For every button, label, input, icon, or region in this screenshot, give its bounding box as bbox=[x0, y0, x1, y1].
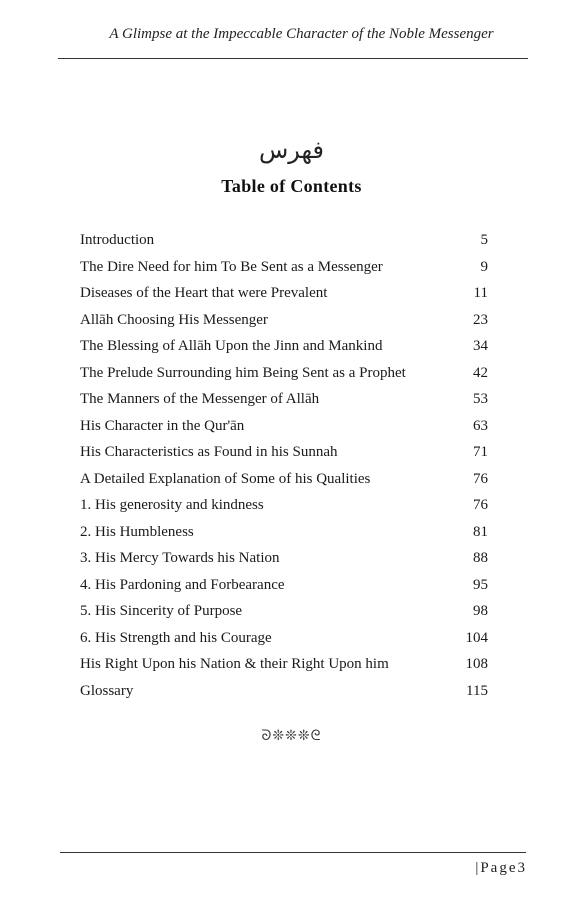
toc-entry-page: 5 bbox=[480, 232, 488, 248]
toc-entry-page: 9 bbox=[480, 258, 488, 275]
toc-entry[interactable] bbox=[80, 259, 488, 286]
toc-entry-page: 63 bbox=[473, 417, 488, 434]
toc-entry-page: 53 bbox=[473, 391, 488, 407]
toc-entry[interactable] bbox=[80, 497, 488, 524]
toc-entry[interactable] bbox=[80, 365, 488, 392]
toc-entry-title: 4. His Pardoning and Forbearance bbox=[80, 576, 285, 593]
toc-entry-title: Allāh Choosing His Messenger bbox=[80, 311, 268, 328]
toc-entry-title: The Blessing of Allāh Upon the Jinn and Mankind bbox=[80, 338, 383, 354]
toc-entry-page: 115 bbox=[466, 682, 488, 699]
toc-entry-title: Diseases of the Heart that were Prevalent bbox=[80, 285, 328, 301]
toc-entry-title: Glossary bbox=[80, 682, 134, 699]
arabic-calligraphy-title: فهرس bbox=[258, 136, 325, 164]
toc-entry[interactable] bbox=[80, 312, 488, 339]
toc-heading: Table of Contents bbox=[221, 176, 362, 196]
ornament-divider: ᘐ❊❊❊ᘓ bbox=[261, 728, 322, 744]
toc-entry-title: 3. His Mercy Towards his Nation bbox=[80, 550, 280, 566]
toc-entry[interactable] bbox=[80, 577, 488, 604]
toc-entry[interactable] bbox=[80, 683, 488, 710]
toc-entry[interactable] bbox=[80, 391, 488, 418]
toc-entry-page: 98 bbox=[473, 603, 488, 619]
toc-entry[interactable] bbox=[80, 630, 488, 657]
toc-entry-title: 5. His Sincerity of Purpose bbox=[80, 603, 243, 619]
toc-entry-title: The Prelude Surrounding him Being Sent as a Prophet bbox=[80, 364, 406, 381]
footer-divider bbox=[60, 852, 526, 853]
toc-list bbox=[80, 232, 488, 709]
toc-entry-page: 88 bbox=[473, 550, 488, 566]
page-number: |Page3 bbox=[475, 860, 527, 876]
toc-entry-page: 104 bbox=[465, 629, 488, 646]
toc-entry[interactable] bbox=[80, 232, 488, 259]
toc-entry-title: His Right Upon his Nation & their Right Upon him bbox=[80, 656, 389, 672]
toc-entry-title: Introduction bbox=[80, 232, 155, 248]
toc-entry-page: 76 bbox=[473, 470, 488, 487]
toc-entry-page: 34 bbox=[473, 338, 488, 354]
toc-entry[interactable] bbox=[80, 550, 488, 577]
toc-entry-title: The Dire Need for him To Be Sent as a Messenger bbox=[80, 258, 383, 275]
toc-entry-title: His Character in the Qur'ān bbox=[80, 417, 245, 434]
toc-entry[interactable] bbox=[80, 603, 488, 630]
toc-entry[interactable] bbox=[80, 285, 488, 312]
toc-entry[interactable] bbox=[80, 524, 488, 551]
toc-entry[interactable] bbox=[80, 418, 488, 445]
toc-entry-title: The Manners of the Messenger of Allāh bbox=[80, 391, 320, 407]
toc-entry-title: 1. His generosity and kindness bbox=[80, 497, 264, 513]
toc-entry-page: 42 bbox=[473, 364, 488, 381]
toc-entry-page: 76 bbox=[473, 497, 488, 513]
toc-entry[interactable] bbox=[80, 656, 488, 683]
header-divider bbox=[58, 58, 528, 59]
toc-entry-page: 95 bbox=[473, 576, 488, 593]
toc-entry-page: 11 bbox=[473, 285, 488, 301]
toc-entry-page: 108 bbox=[465, 656, 488, 672]
toc-entry-page: 81 bbox=[473, 523, 488, 540]
toc-entry-page: 23 bbox=[473, 311, 488, 328]
toc-entry-page: 71 bbox=[473, 444, 488, 460]
toc-entry[interactable] bbox=[80, 338, 488, 365]
toc-entry-title: 2. His Humbleness bbox=[80, 523, 194, 540]
toc-entry[interactable] bbox=[80, 471, 488, 498]
toc-entry-title: A Detailed Explanation of Some of his Qualities bbox=[80, 470, 371, 487]
toc-entry[interactable] bbox=[80, 444, 488, 471]
running-header-title: A Glimpse at the Impeccable Character of the Noble Messenger bbox=[109, 26, 494, 42]
toc-entry-title: His Characteristics as Found in his Sunnah bbox=[80, 444, 338, 460]
toc-entry-title: 6. His Strength and his Courage bbox=[80, 629, 272, 646]
